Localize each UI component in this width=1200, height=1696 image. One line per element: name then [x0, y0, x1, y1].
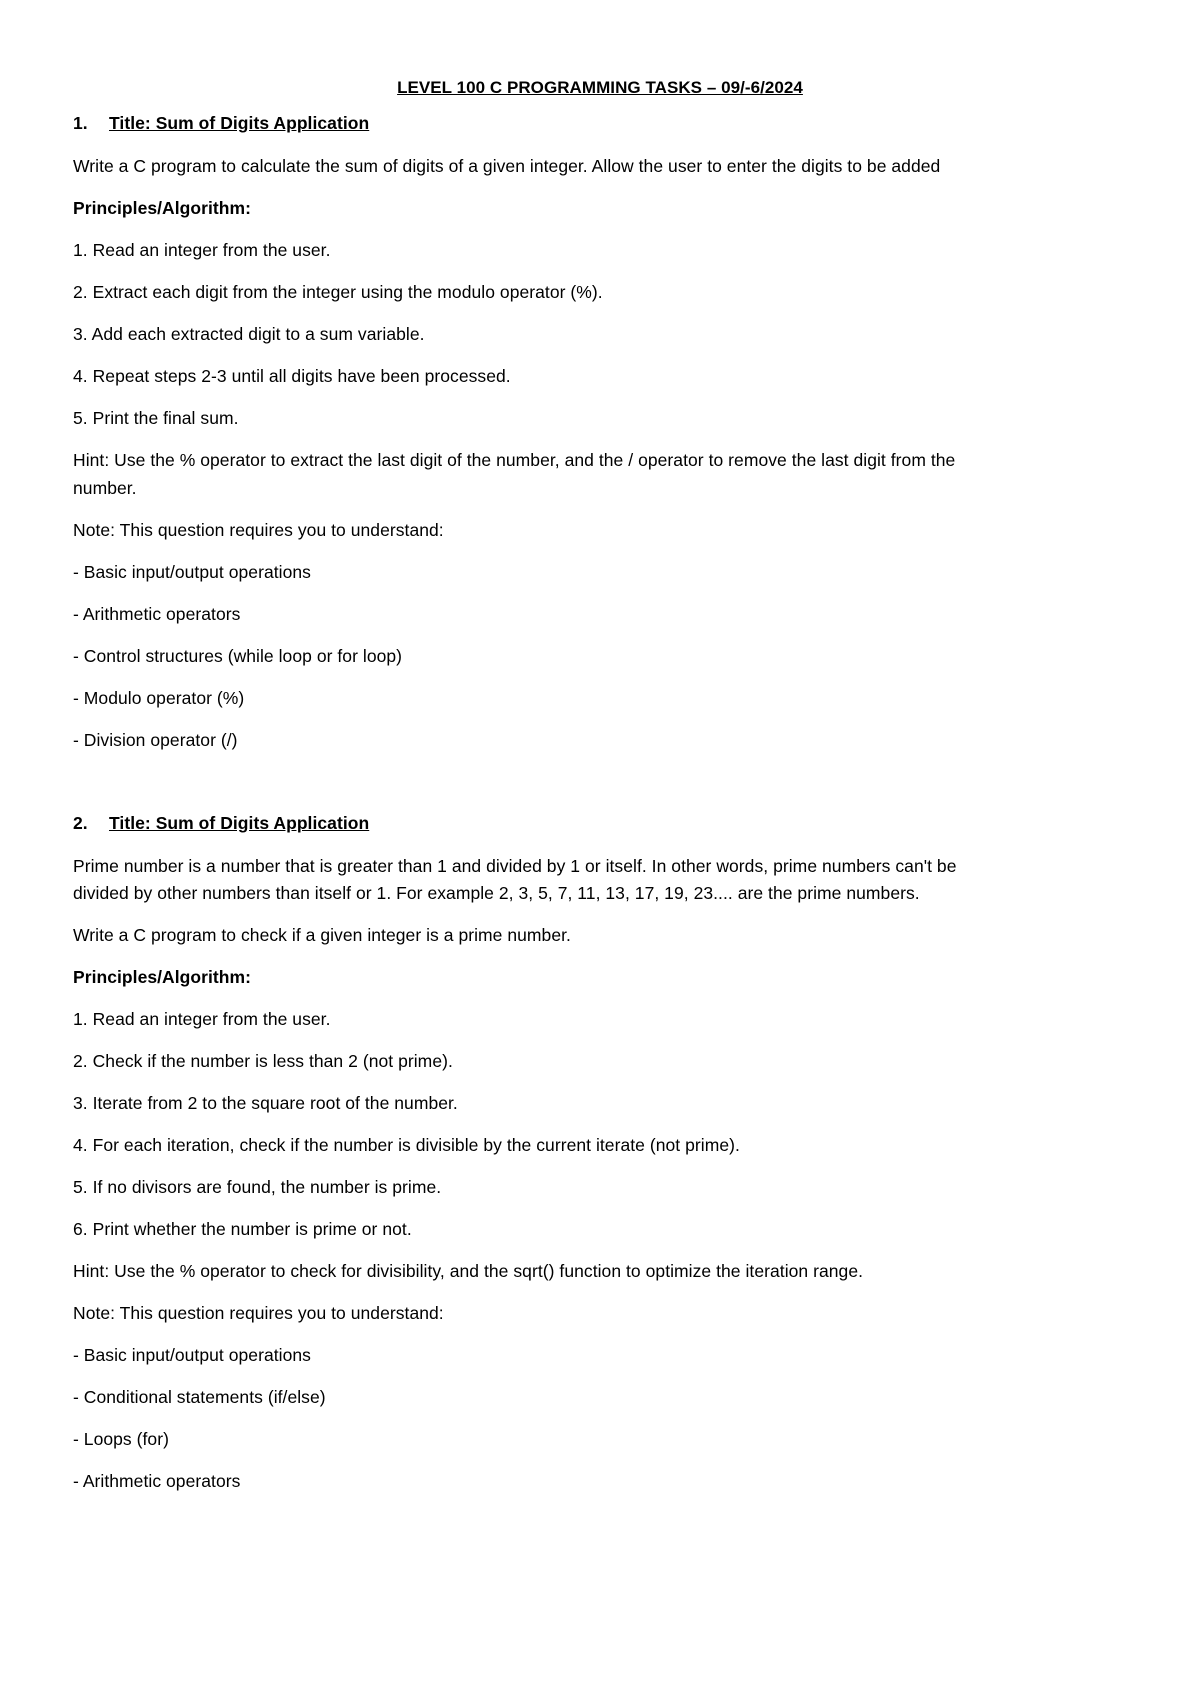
task1-heading-row	[73, 112, 369, 134]
task2-heading-row	[73, 812, 369, 834]
task1-principles-label: Principles/Algorithm:	[73, 198, 252, 218]
task2-intro-line1: Prime number is a number that is greater than 1 and divided by 1 or itself. In other words, prime numbers can't be	[73, 856, 957, 876]
task1-intro: Write a C program to calculate the sum of digits of a given integer. Allow the user to enter the digits to be added	[73, 156, 941, 176]
task1-heading: Title: Sum of Digits Application	[109, 113, 370, 133]
task1-step-2: 2. Extract each digit from the integer using the modulo operator (%).	[73, 282, 603, 302]
document-title: LEVEL 100 C PROGRAMMING TASKS – 09/-6/2024	[397, 78, 803, 97]
task2-concept-4: - Arithmetic operators	[73, 1471, 241, 1491]
task2-step-2: 2. Check if the number is less than 2 (not prime).	[73, 1051, 453, 1071]
task2-concept-1: - Basic input/output operations	[73, 1345, 311, 1365]
task1-step-5: 5. Print the final sum.	[73, 408, 239, 428]
task2-note: Note: This question requires you to understand:	[73, 1303, 444, 1323]
task2-number: 2.	[73, 813, 88, 833]
task2-step-3: 3. Iterate from 2 to the square root of the number.	[73, 1093, 458, 1113]
task2-concept-3: - Loops (for)	[73, 1429, 169, 1449]
task1-step-4: 4. Repeat steps 2-3 until all digits have been processed.	[73, 366, 511, 386]
task1-concept-3: - Control structures (while loop or for loop)	[73, 646, 403, 666]
task2-step-4: 4. For each iteration, check if the number is divisible by the current iterate (not prime).	[73, 1135, 740, 1155]
task1-concept-2: - Arithmetic operators	[73, 604, 241, 624]
task2-step-1: 1. Read an integer from the user.	[73, 1009, 331, 1029]
task1-step-3: 3. Add each extracted digit to a sum variable.	[73, 324, 425, 344]
task2-step-5: 5. If no divisors are found, the number is prime.	[73, 1177, 442, 1197]
task2-hint: Hint: Use the % operator to check for divisibility, and the sqrt() function to optimize the iteration range.	[73, 1261, 864, 1281]
task2-step-6: 6. Print whether the number is prime or not.	[73, 1219, 412, 1239]
task2-heading: Title: Sum of Digits Application	[109, 813, 370, 833]
task2-concept-2: - Conditional statements (if/else)	[73, 1387, 326, 1407]
task1-concept-1: - Basic input/output operations	[73, 562, 311, 582]
task1-concept-4: - Modulo operator (%)	[73, 688, 245, 708]
task1-concept-5: - Division operator (/)	[73, 730, 238, 750]
task2-task: Write a C program to check if a given integer is a prime number.	[73, 925, 571, 945]
task1-note: Note: This question requires you to understand:	[73, 520, 444, 540]
task1-step-1: 1. Read an integer from the user.	[73, 240, 331, 260]
task1-hint-line1: Hint: Use the % operator to extract the last digit of the number, and the / operator to remove the last digit from the	[73, 450, 956, 470]
task2-intro-line2: divided by other numbers than itself or 1. For example 2, 3, 5, 7, 11, 13, 17, 19, 23.... are the prime numbers.	[73, 883, 920, 903]
task1-number: 1.	[73, 113, 88, 133]
task1-hint-line2: number.	[73, 478, 137, 498]
task2-principles-label: Principles/Algorithm:	[73, 967, 252, 987]
